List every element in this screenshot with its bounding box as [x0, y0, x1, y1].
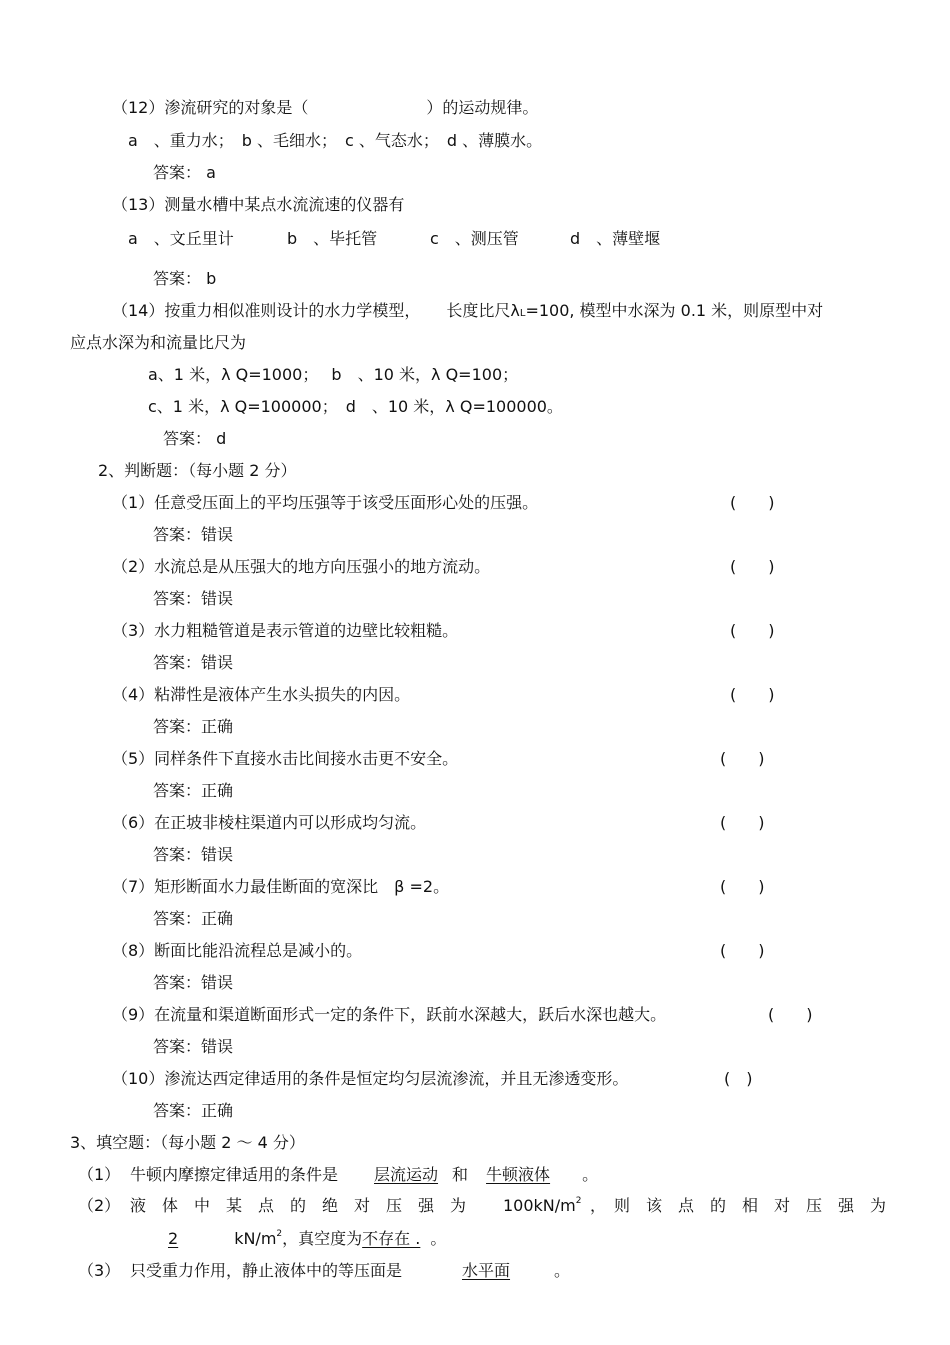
judge-paren: ( )	[768, 1005, 813, 1024]
q12-stem-suffix: ）的运动规律。	[426, 98, 539, 117]
judge-paren: ( )	[730, 557, 775, 576]
judge-question: （10）渗流达西定律适用的条件是恒定均匀层流渗流，并且无渗透变形。	[112, 1069, 629, 1088]
judge-paren: ( )	[720, 749, 765, 768]
fill2-unit: kN/m	[234, 1229, 277, 1248]
fill2-blank1: 2	[168, 1229, 179, 1248]
judge-question: （8）断面比能沿流程总是减小的。	[112, 941, 363, 960]
fill1-mid: 和	[452, 1165, 469, 1184]
q14-stem-line1	[112, 301, 823, 324]
fill3-number: （3）	[78, 1261, 121, 1280]
fill1-end: 。	[582, 1165, 599, 1184]
judge-question: （5）同样条件下直接水击比间接水击更不安全。	[112, 749, 459, 768]
q14-lambda-subscript: L	[519, 308, 526, 319]
judge-paren: ( )	[724, 1069, 753, 1088]
q12-stem-prefix: （12）渗流研究的对象是（	[112, 98, 309, 117]
judge-paren: ( )	[730, 685, 775, 704]
judge-answer: 答案：错误	[153, 973, 234, 992]
q13-option-d: d 、薄壁堰	[570, 229, 661, 248]
q12-options: a 、重力水； b 、毛细水； c 、气态水； d 、薄膜水。	[128, 131, 543, 150]
fill2-text-b: ， 则 该 点 的 相 对 压 强 为	[590, 1196, 887, 1215]
fill1-text: 牛顿内摩擦定律适用的条件是	[130, 1165, 339, 1184]
judge-question: （7）矩形断面水力最佳断面的宽深比 β =2。	[112, 877, 450, 896]
judge-answer: 答案：错误	[153, 653, 234, 672]
q14-answer: 答案： d	[163, 429, 227, 448]
fill3-blank: 水平面	[462, 1261, 511, 1280]
q13-answer: 答案： b	[153, 269, 217, 288]
q14-stem-part1: （14）按重力相似准则设计的水力学模型，	[112, 301, 421, 320]
judge-paren: ( )	[720, 813, 765, 832]
q13-stem: （13）测量水槽中某点水流流速的仪器有	[112, 195, 405, 214]
judge-answer: 答案：错误	[153, 845, 234, 864]
q14-stem-part2: 长度比尺λ	[446, 301, 520, 320]
fill1-line	[130, 1165, 598, 1185]
q13-option-b: b 、毕托管	[287, 229, 378, 248]
fill1-number: （1）	[78, 1165, 121, 1184]
fill1-blank2: 牛顿液体	[486, 1165, 551, 1184]
judge-question: （1）任意受压面上的平均压强等于该受压面形心处的压强。	[112, 493, 539, 512]
q14-stem-part3: =100, 模型中水深为 0.1 米，则原型中对	[525, 301, 824, 320]
q12-answer: 答案： a	[153, 163, 216, 182]
section3-title: 3、填空题：（每小题 2 ～ 4 分）	[70, 1133, 305, 1152]
fill2-number: （2）	[78, 1196, 121, 1215]
judge-answer: 答案：错误	[153, 589, 234, 608]
q14-stem-line2: 应点水深为和流量比尺为	[70, 333, 247, 352]
judge-paren: ( )	[730, 493, 775, 512]
fill3-line	[130, 1261, 570, 1281]
q13-option-c: c 、测压管	[430, 229, 519, 248]
fill2-text-a: 液 体 中 某 点 的 绝 对 压 强 为	[130, 1196, 467, 1215]
judge-question: （6）在正坡非棱柱渠道内可以形成均匀流。	[112, 813, 427, 832]
section2-title: 2、判断题：（每小题 2 分）	[98, 461, 297, 480]
judge-question: （4）粘滞性是液体产生水头损失的内因。	[112, 685, 411, 704]
judge-answer: 答案：错误	[153, 525, 234, 544]
judge-question: （2）水流总是从压强大的地方向压强小的地方流动。	[112, 557, 491, 576]
judge-question: （3）水力粗糙管道是表示管道的边壁比较粗糙。	[112, 621, 459, 640]
fill2-text-c: ，真空度为	[282, 1229, 363, 1248]
fill2-end: 。	[430, 1229, 447, 1248]
fill2-value-sup: 2	[575, 1196, 582, 1206]
judge-paren: ( )	[720, 877, 765, 896]
q13-option-a: a 、文丘里计	[128, 229, 234, 248]
judge-answer: 答案：正确	[153, 781, 234, 800]
judge-answer: 答案：正确	[153, 909, 234, 928]
judge-question: （9）在流量和渠道断面形式一定的条件下，跃前水深越大，跃后水深也越大。	[112, 1005, 667, 1024]
fill2-value	[503, 1196, 581, 1216]
judge-answer: 答案：正确	[153, 717, 234, 736]
fill2-line2	[168, 1229, 446, 1249]
fill2-value-text: 100kN/m	[503, 1196, 576, 1215]
q14-options-line1: a、1 米，λ Q=1000； b 、10 米，λ Q=100；	[148, 365, 519, 384]
fill3-end: 。	[554, 1261, 571, 1280]
fill3-text: 只受重力作用，静止液体中的等压面是	[130, 1261, 403, 1280]
fill2-unit-sup: 2	[276, 1229, 283, 1239]
q12-stem	[112, 98, 538, 118]
judge-answer: 答案：错误	[153, 1037, 234, 1056]
fill2-blank2: 不存在 .	[362, 1229, 421, 1248]
judge-paren: ( )	[720, 941, 765, 960]
judge-paren: ( )	[730, 621, 775, 640]
fill1-blank1: 层流运动	[374, 1165, 439, 1184]
judge-answer: 答案：正确	[153, 1101, 234, 1120]
q14-options-line2: c、1 米，λ Q=100000； d 、10 米，λ Q=100000。	[148, 397, 563, 416]
